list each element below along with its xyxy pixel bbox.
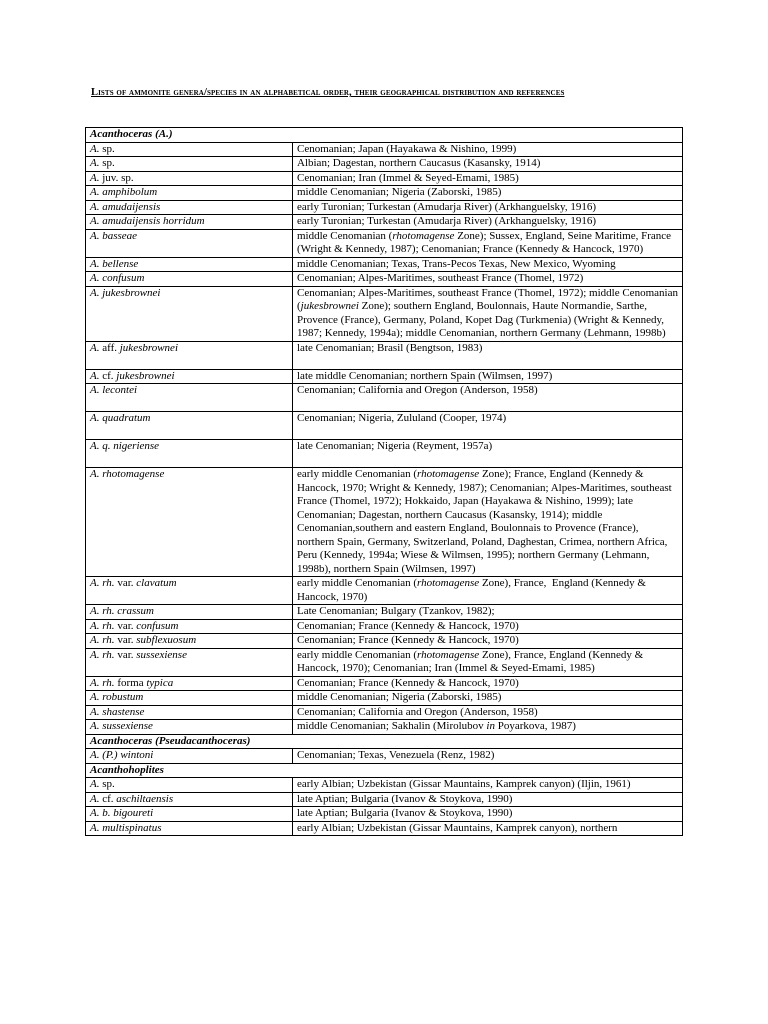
species-name: A. basseae — [86, 229, 293, 257]
species-row — [86, 369, 683, 384]
distribution-reference: early Albian; Uzbekistan (Gissar Mauntains, Kamprek canyon), northern — [293, 821, 683, 836]
species-row — [86, 749, 683, 764]
species-name: A. amudaijensis horridum — [86, 215, 293, 230]
genus-name: Acanthoceras (A.) — [86, 128, 683, 143]
species-name: A. sp. — [86, 778, 293, 793]
species-row — [86, 186, 683, 201]
distribution-reference: late Cenomanian; Nigeria (Reyment, 1957a) — [293, 440, 683, 468]
distribution-reference: Cenomanian; France (Kennedy & Hancock, 1970) — [293, 634, 683, 649]
species-name: A. quadratum — [86, 412, 293, 440]
species-name: A. bellense — [86, 257, 293, 272]
distribution-reference: Cenomanian; France (Kennedy & Hancock, 1970) — [293, 619, 683, 634]
distribution-reference: middle Cenomanian; Texas, Trans-Pecos Texas, New Mexico, Wyoming — [293, 257, 683, 272]
distribution-reference: late middle Cenomanian; northern Spain (Wilmsen, 1997) — [293, 369, 683, 384]
species-name: A. rh. var. confusum — [86, 619, 293, 634]
distribution-reference: Cenomanian; France (Kennedy & Hancock, 1970) — [293, 676, 683, 691]
table-body — [86, 128, 683, 836]
distribution-reference: Cenomanian; Alpes-Maritimes, southeast France (Thomel, 1972) — [293, 272, 683, 287]
distribution-reference: late Aptian; Bulgaria (Ivanov & Stoykova, 1990) — [293, 807, 683, 822]
species-name: A. cf. jukesbrownei — [86, 369, 293, 384]
species-row — [86, 676, 683, 691]
distribution-reference: Cenomanian; California and Oregon (Anderson, 1958) — [293, 705, 683, 720]
distribution-reference: early middle Cenomanian (rhotomagense Zone); France, England (Kennedy & Hancock, 1970; Wright & Kennedy, 1987); Cenomanian; Alpes-Maritimes, southeast France (Thomel, 1972); Hokkaido, Japan (Hayakawa & Nishino, 1999); late Cenomanian; Dagestan, northern Caucasus (Kasansky, 1914); middle Cenomanian,southern and eastern England, Boulonnais to Provence (France), northern Spain, Germany, Switzerland, Poland, Daghestan, Crimea, northern Africa, Peru (Kennedy, 1994a; Wiese & Wilmsen, 1995); northern Germany (Lehmann, 1998b), northern Spain (Wilmsen, 1997) — [293, 468, 683, 577]
species-name: A. rhotomagense — [86, 468, 293, 577]
species-row — [86, 286, 683, 341]
species-name: A. robustum — [86, 691, 293, 706]
species-name: A. sp. — [86, 142, 293, 157]
species-row — [86, 272, 683, 287]
distribution-reference: Cenomanian; Japan (Hayakawa & Nishino, 1999) — [293, 142, 683, 157]
species-name: A. q. nigeriense — [86, 440, 293, 468]
species-row — [86, 215, 683, 230]
species-row — [86, 792, 683, 807]
species-name: A. rh. forma typica — [86, 676, 293, 691]
distribution-reference: Late Cenomanian; Bulgary (Tzankov, 1982); — [293, 605, 683, 620]
species-name: A. amudaijensis — [86, 200, 293, 215]
distribution-reference: Albian; Dagestan, northern Caucasus (Kasansky, 1914) — [293, 157, 683, 172]
species-row — [86, 468, 683, 577]
species-name: A. confusum — [86, 272, 293, 287]
species-row — [86, 705, 683, 720]
species-row — [86, 619, 683, 634]
ammonite-table — [85, 127, 683, 836]
species-name: A. sussexiense — [86, 720, 293, 735]
species-row — [86, 605, 683, 620]
species-row — [86, 821, 683, 836]
species-row — [86, 171, 683, 186]
distribution-reference: early middle Cenomanian (rhotomagense Zone), France, England (Kennedy & Hancock, 1970) — [293, 577, 683, 605]
species-name: A. jukesbrownei — [86, 286, 293, 341]
species-name: A. rh. var. sussexiense — [86, 648, 293, 676]
species-name: A. multispinatus — [86, 821, 293, 836]
distribution-reference: early Turonian; Turkestan (Amudarja River) (Arkhanguelsky, 1916) — [293, 200, 683, 215]
species-row — [86, 341, 683, 369]
distribution-reference: Cenomanian; Alpes-Maritimes, southeast France (Thomel, 1972); middle Cenomanian (jukesbrownei Zone); southern England, Boulonnais, Haute Normandie, Sarthe, Provence (France), Germany, Poland, Kopet Dag (Turkmenia) (Wright & Kennedy, 1987; Kennedy, 1994a); middle Cenomanian, northern Germany (Lehmann, 1998b) — [293, 286, 683, 341]
genus-row — [86, 763, 683, 778]
genus-row — [86, 128, 683, 143]
species-row — [86, 577, 683, 605]
species-name: A. rh. var. subflexuosum — [86, 634, 293, 649]
page-title: Lists of ammonite genera/species in an alphabetical order, their geographical distribution and references — [91, 87, 565, 98]
species-row — [86, 157, 683, 172]
species-row — [86, 440, 683, 468]
species-row — [86, 384, 683, 412]
species-row — [86, 200, 683, 215]
species-name: A. b. bigoureti — [86, 807, 293, 822]
species-name: A. lecontei — [86, 384, 293, 412]
species-row — [86, 229, 683, 257]
species-name: A. (P.) wintoni — [86, 749, 293, 764]
genus-name: Acanthohoplites — [86, 763, 683, 778]
genus-row — [86, 734, 683, 749]
distribution-reference: Cenomanian; Texas, Venezuela (Renz, 1982) — [293, 749, 683, 764]
species-row — [86, 257, 683, 272]
species-row — [86, 778, 683, 793]
distribution-reference: Cenomanian; Nigeria, Zululand (Cooper, 1974) — [293, 412, 683, 440]
species-name: A. sp. — [86, 157, 293, 172]
genus-name: Acanthoceras (Pseudacanthoceras) — [86, 734, 683, 749]
species-row — [86, 807, 683, 822]
species-name: A. aff. jukesbrownei — [86, 341, 293, 369]
species-name: A. rh. var. clavatum — [86, 577, 293, 605]
distribution-reference: middle Cenomanian (rhotomagense Zone); Sussex, England, Seine Maritime, France (Wright & Kennedy, 1987); Cenomanian; France (Kennedy & Hancock, 1970) — [293, 229, 683, 257]
species-row — [86, 142, 683, 157]
species-row — [86, 648, 683, 676]
species-row — [86, 691, 683, 706]
species-name: A. amphibolum — [86, 186, 293, 201]
species-row — [86, 634, 683, 649]
distribution-reference: middle Cenomanian; Sakhalin (Mirolubov in Poyarkova, 1987) — [293, 720, 683, 735]
distribution-reference: late Aptian; Bulgaria (Ivanov & Stoykova, 1990) — [293, 792, 683, 807]
species-row — [86, 720, 683, 735]
distribution-reference: early Albian; Uzbekistan (Gissar Mauntains, Kamprek canyon) (Iljin, 1961) — [293, 778, 683, 793]
distribution-reference: middle Cenomanian; Nigeria (Zaborski, 1985) — [293, 186, 683, 201]
distribution-reference: Cenomanian; Iran (Immel & Seyed-Emami, 1985) — [293, 171, 683, 186]
distribution-reference: Cenomanian; California and Oregon (Anderson, 1958) — [293, 384, 683, 412]
species-name: A. cf. aschiltaensis — [86, 792, 293, 807]
species-name: A. shastense — [86, 705, 293, 720]
distribution-reference: middle Cenomanian; Nigeria (Zaborski, 1985) — [293, 691, 683, 706]
distribution-reference: early middle Cenomanian (rhotomagense Zone), France, England (Kennedy & Hancock, 1970); Cenomanian; Iran (Immel & Seyed-Emami, 1985) — [293, 648, 683, 676]
distribution-reference: early Turonian; Turkestan (Amudarja River) (Arkhanguelsky, 1916) — [293, 215, 683, 230]
distribution-reference: late Cenomanian; Brasil (Bengtson, 1983) — [293, 341, 683, 369]
species-name: A. juv. sp. — [86, 171, 293, 186]
species-row — [86, 412, 683, 440]
species-name: A. rh. crassum — [86, 605, 293, 620]
